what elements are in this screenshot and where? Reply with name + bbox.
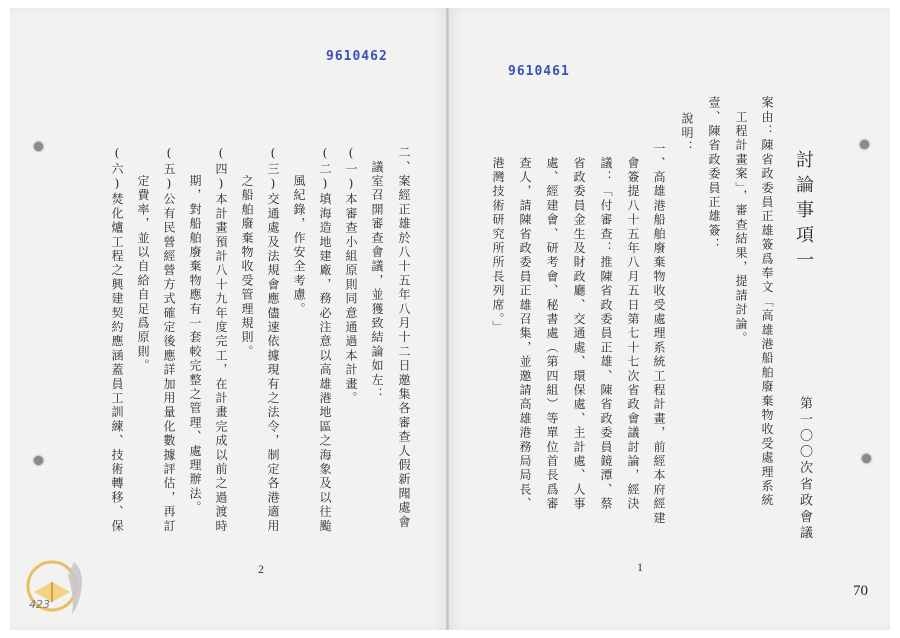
point-line: 定費率，並以自給自足爲原則。 [136, 146, 150, 374]
point-line: 風紀錄，作安全考慮。 [292, 146, 306, 317]
item2-line: 議室召開審查會議，並獲致結論如左： [370, 146, 384, 402]
case-line-2: 工程計畫案」，審查結果，提請討論。 [734, 96, 748, 346]
item1-line: 查人，請陳省政委員正雄召集，並邀請高雄港務局局長、 [518, 142, 532, 512]
punch-hole-right-bottom [862, 454, 871, 463]
point-line: (二)填海造地建廠，務必注意以高雄港地區之海象及以往颱 [318, 146, 332, 534]
item2-line: 二、案經正雄於八十五年八月十二日邀集各審查人假新聞處會 [397, 146, 411, 530]
right-page [449, 8, 890, 630]
item1-line: 處、經建會、研考會、秘書處（第四組）等單位首長爲審 [545, 142, 559, 512]
point-line: 期，對船舶廢棄物應有一套較完整之管理、處理辦法。 [188, 146, 202, 516]
point-line: (一)本審查小組原則同意通過本計畫。 [344, 146, 358, 406]
page-fold [446, 8, 449, 630]
item1-line: 議：「付審查：推陳省政委員正雄、陳省政委員鏡潭、蔡 [599, 142, 613, 512]
page-number-right: 1 [637, 560, 643, 574]
document-stamp-number: 9610461 [508, 64, 570, 79]
page-number-left: 2 [258, 562, 264, 576]
item1-line: 港灣技術研究所所長列席。」 [491, 142, 505, 335]
meeting-label: 第一〇〇次省政會議 [797, 396, 812, 542]
sheet-number: 70 [853, 583, 868, 599]
page-title: 討論事項一 [793, 150, 814, 275]
item1-line: 一、高雄港船舶廢棄物收受處理系統工程計畫，前經本府經建 [652, 142, 666, 526]
proposer-line: 壹、陳省政委員正雄簽： [707, 96, 721, 253]
handwritten-note: 423 [29, 598, 50, 611]
point-line: (四)本計畫預計八十九年度完工，在計畫完成以前之過渡時 [214, 146, 228, 534]
point-line: 之船舶廢棄物收受管理規則。 [240, 146, 254, 359]
point-line: (三)交通處及法規會應儘速依據現有之法令，制定各港適用 [266, 146, 280, 534]
item1-line: 省政委員金生及財政廳、交通處、環保處、主計處、人事 [572, 142, 586, 512]
punch-hole-left-bottom [34, 456, 43, 465]
item1-line: 會簽提八十五年八月五日第七十七次省政會議討論，經決 [626, 142, 640, 512]
explain-heading: 說明： [680, 112, 694, 155]
point-line: (六)焚化爐工程之興建契約應涵蓋員工訓練、技術轉移、保 [110, 146, 124, 534]
punch-hole-right-top [860, 140, 869, 149]
punch-hole-left-top [34, 142, 43, 151]
point-line: (五)公有民營經營方式確定後應詳加用量化數據評估，再訂 [162, 146, 176, 534]
case-line-1: 案由：陳省政委員正雄簽爲奉文「高雄港船舶廢棄物收受處理系統 [760, 96, 774, 508]
document-stamp-number: 9610462 [326, 49, 388, 64]
